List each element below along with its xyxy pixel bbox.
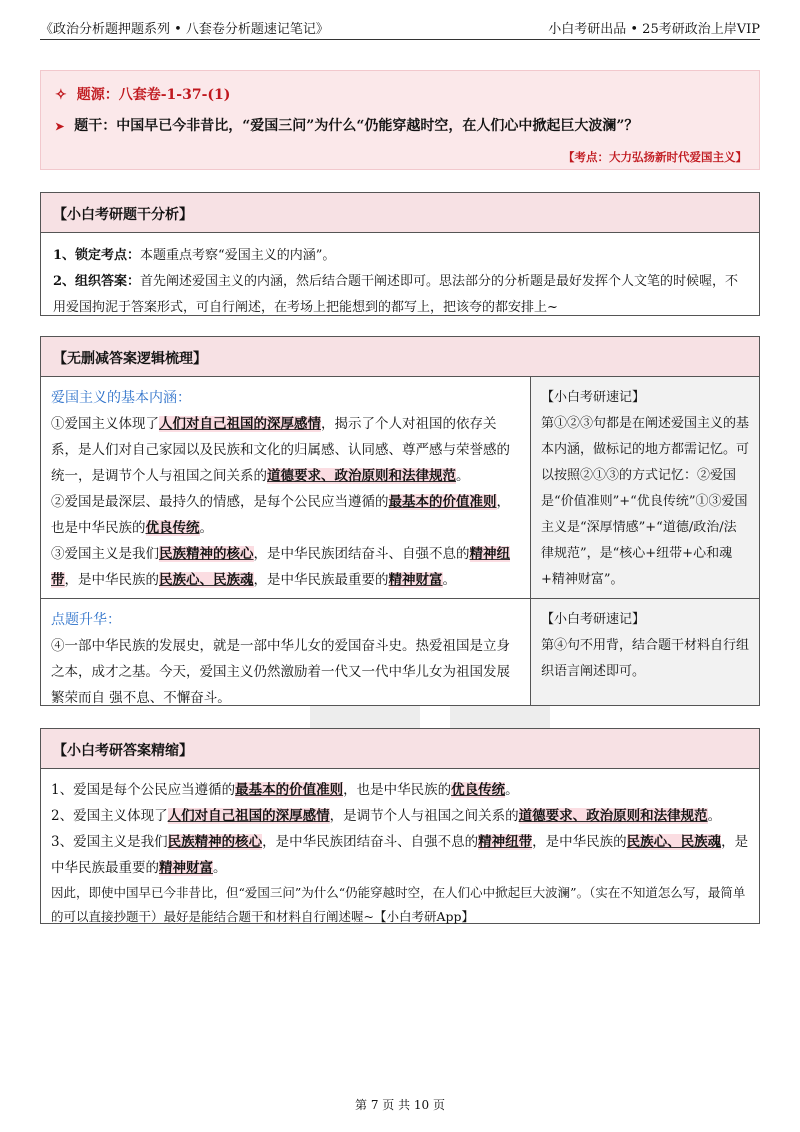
a3-text-d: ，是中华民族最重要的 [51,834,749,876]
topic-tag: 【考点：大力弘扬新时代爱国主义】 [563,150,747,164]
memo-note-1-title: 【小白考研速记】 [541,390,646,405]
a1-highlight-2: 优良传统 [451,782,506,798]
question-stem-line [55,115,638,135]
p1-text-b: ，揭示了个人对祖国的依存关系，是人们对自己家园以及民族和文化的归属感、认同感、尊严感与荣誉感的统一，是调节个人与祖国之间关系的 [51,416,510,484]
arrow-bullet-icon: ➤ [55,120,65,133]
diamond-star-icon: ✧ [55,87,67,103]
a3-text-b: ，是中华民族团结奋斗、自强不息的 [262,834,479,850]
p1-highlight-1: 人们对自己祖国的深厚感情 [159,416,321,432]
answer-line-1 [51,777,749,803]
analysis-title: 【小白考研题干分析】 [41,193,759,233]
memo-note-1-text: 第①②③句都是在阐述爱国主义的基本内涵，做标记的地方都需记忆。可以按照②①③的方式记忆：②爱国是“价值准则”+“优良传统”①③爱国主义是“深厚情感”+“道德/政治/法律规范”，是“核心+纽带+心和魂+精神财富”。 [541,416,750,587]
a3-text-a: 3、爱国主义是我们 [51,834,168,850]
analysis-body [41,233,759,331]
p3-highlight-3: 民族心、民族魂 [159,572,254,588]
answer-line-2 [51,803,749,829]
memo-note-2 [531,599,759,705]
p3-highlight-4: 精神财富 [388,572,443,588]
p2-text-c: 。 [199,520,213,536]
a3-text-e: 。 [213,860,227,876]
logic-content-left [41,377,531,598]
a3-highlight-2: 精神纽带 [478,834,533,850]
analysis-section [40,192,760,316]
a3-text-c: ，是中华民族的 [532,834,627,850]
upgrade-subhead: 点题升华： [51,612,121,628]
answer-line-3 [51,829,749,881]
header-title: 《政治分析题押题系列 • 八套卷分析题速记笔记》 [40,22,329,37]
p3-text-c: ，是中华民族的 [64,572,159,588]
a2-text-a: 2、爱国主义体现了 [51,808,168,824]
content-paragraph-1 [51,411,520,489]
p3-text-d: ，是中华民族最重要的 [253,572,389,588]
analysis-line-1-text: 本题重点考察“爱国主义的内涵”。 [140,248,336,263]
a3-highlight-1: 民族精神的核心 [167,834,263,850]
analysis-line-2 [53,269,747,321]
p2-highlight-1: 最基本的价值准则 [388,494,497,510]
content-paragraph-2 [51,489,520,541]
answer-body [41,769,759,937]
a3-highlight-4: 精神财富 [159,860,213,876]
header-brand: 小白考研出品 • 25考研政治上岸VIP [548,22,760,37]
page-header [40,14,760,40]
memo-note-2-text: 第④句不用背，结合题干材料自行组织语言阐述即可。 [541,638,750,679]
logic-title: 【无删减答案逻辑梳理】 [41,337,759,377]
a3-highlight-3: 民族心、民族魂 [626,834,722,850]
analysis-line-1-label: 1、锁定考点： [53,248,141,263]
logic-section [40,336,760,706]
p2-highlight-2: 优良传统 [145,520,200,536]
analysis-line-2-text: 首先阐述爱国主义的内涵，然后结合题干阐述即可。思法部分的分析题是最好发挥个人文笔的时候喔，不用爱国拘泥于答案形式，可自行阐述，在考场上把能想到的都写上，把该夸的都安排上~ [53,274,739,315]
p3-highlight-2: 精神纽带 [51,546,510,588]
question-stem: 题干：中国早已今非昔比，“爱国三问”为什么“仍能穿越时空，在人们心中掀起巨大波澜”？ [74,118,639,134]
logic-row-content [41,377,759,599]
a2-highlight-2: 道德要求、政治原则和法律规范 [518,808,708,824]
a1-highlight-1: 最基本的价值准则 [235,782,344,798]
a2-highlight-1: 人们对自己祖国的深厚感情 [167,808,330,824]
p3-text-e: 。 [442,572,456,588]
upgrade-text: ④一部中华民族的发展史，就是一部中华儿女的爱国奋斗史。热爱祖国是立身之本，成才之基。今天，爱国主义仍然激励着一代又一代中华儿女为祖国发展繁荣而自 强不息、不懈奋斗。 [51,638,510,706]
p2-text-a: ②爱国是最深层、最持久的情感，是每个公民应当遵循的 [51,494,389,510]
content-paragraph-3 [51,541,520,593]
p2-text-b: ，也是中华民族的 [51,494,510,536]
answer-title: 【小白考研答案精缩】 [41,729,759,769]
a1-text-a: 1、爱国是每个公民应当遵循的 [51,782,236,798]
content-subhead: 爱国主义的基本内涵： [51,390,191,406]
logic-row-upgrade [41,599,759,705]
memo-note-1 [531,377,759,598]
a2-text-b: ，是调节个人与祖国之间关系的 [329,808,519,824]
answer-section [40,728,760,924]
p1-highlight-2: 道德要求、政治原则和法律规范 [267,468,456,484]
question-source: 题源：八套卷-1-37-(1) [76,87,231,103]
analysis-line-2-label: 2、组织答案： [53,274,141,289]
question-source-line [55,84,230,104]
analysis-line-1 [53,243,747,269]
a1-text-c: 。 [505,782,519,798]
p1-text-c: 。 [456,468,470,484]
p3-text-a: ③爱国主义是我们 [51,546,159,562]
p3-text-b: ，是中华民族团结奋斗、自强不息的 [253,546,470,562]
a1-text-b: ，也是中华民族的 [343,782,452,798]
page-number: 第 7 页 共 10 页 [355,1098,445,1112]
a2-text-c: 。 [707,808,722,824]
question-box [40,70,760,170]
p3-highlight-1: 民族精神的核心 [159,546,254,562]
p1-text-a: ①爱国主义体现了 [51,416,159,432]
logic-upgrade-left [41,599,531,705]
memo-note-2-title: 【小白考研速记】 [541,612,646,627]
answer-closing: 因此，即使中国早已今非昔比，但“爱国三问”为什么“仍能穿越时空，在人们心中掀起巨大波澜”。（实在不知道怎么写，最简单的可以直接抄题干）最好是能结合题干和材料自行阐述喔~【小白考研App】 [51,885,746,924]
